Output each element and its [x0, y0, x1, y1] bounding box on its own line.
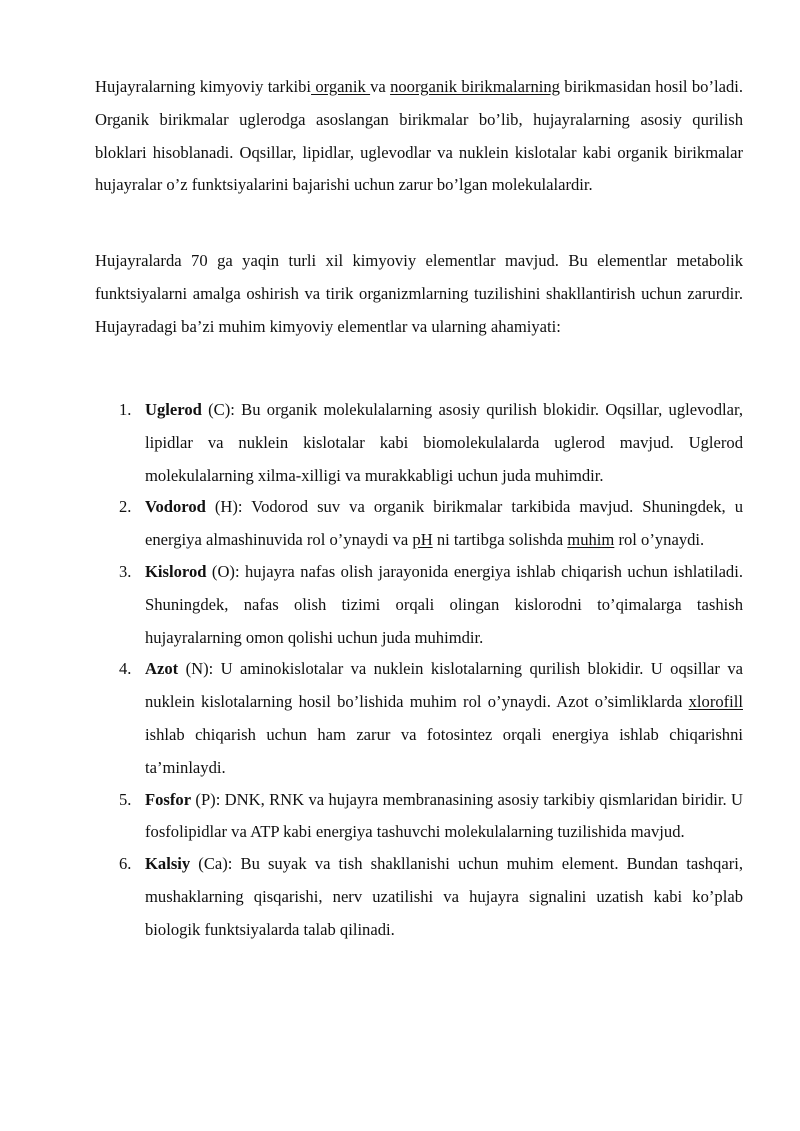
- element-name: Azot: [145, 659, 179, 679]
- element-description: (Ca): Bu suyak va tish shakllanishi uchun muhim element. Bundan tashqari, mushaklarning qisqarishi, nerv uzatilishi va hujayra signalini uzatish kabi ko’plab biologik funktsiyalarda talab qilinadi.: [145, 854, 743, 939]
- list-number: 4.: [119, 659, 132, 679]
- ph-link[interactable]: pH: [412, 530, 433, 550]
- intro-text-1: Hujayralarning kimyoviy tarkibi: [95, 77, 312, 96]
- list-item: [95, 491, 743, 557]
- element-name: Vodorod: [145, 497, 206, 517]
- element-description: (O): hujayra nafas olish jarayonida energiya ishlab chiqarish uchun ishlatiladi. Shuningdek, nafas olish tizimi orqali olingan kislorodni to’qimalarga tashish hujayralarning omon qolishi uchun juda muhimdir.: [145, 561, 743, 647]
- list-number: 2.: [119, 497, 132, 517]
- list-item: [95, 653, 743, 784]
- list-number: 6.: [119, 854, 132, 874]
- element-description: ishlab chiqarish uchun ham zarur va fotosintez orqali energiya ishlab chiqarishni ta’minlaydi.: [145, 724, 743, 777]
- elements-paragraph: Hujayralarda 70 ga yaqin turli xil kimyoviy elementlar mavjud. Bu elementlar metabolik funktsiyalarni amalga oshirish va tirik organizmlarning tuzilishini shakllantirish uchun zarurdir. Hujayradagi ba’zi muhim kimyoviy elementlar va ularning ahamiyati:: [95, 251, 743, 336]
- noorganik-birikmalarning-link[interactable]: noorganik birikmalarning: [390, 77, 560, 96]
- list-number: 3.: [119, 561, 132, 581]
- element-description: (P): DNK, RNK va hujayra membranasining asosiy tarkibiy qismlaridan biridir. U fosfolipidlar va ATP kabi energiya tashuvchi molekulalarning tuzilishida mavjud.: [145, 789, 743, 842]
- muhim-link[interactable]: muhim: [567, 530, 615, 550]
- element-name: Uglerod: [145, 400, 202, 419]
- element-description: (C): Bu organik molekulalarning asosiy qurilish blokidir. Oqsillar, uglevodlar, lipidlar va nuklein kislotalar kabi biomolekulalarda uglerod mavjud. Uglerod molekulalarning xilma-xilligi va murakkabligi uchun juda muhimdir.: [145, 400, 743, 485]
- intro-text-2: va: [370, 77, 391, 96]
- list-item: [95, 848, 743, 946]
- element-description: (H): Vodorod suv va organik birikmalar tarkibida mavjud. Shuningdek, u energiya almashinuvida rol o’ynaydi va: [145, 497, 743, 550]
- list-number: 5.: [119, 789, 132, 809]
- intro-text-3: birikmasidan hosil bo’ladi. Organik birikmalar uglerodga asoslangan birikmalar bo’lib, hujayralarning asosiy qurilish bloklari hisoblanadi. Oqsillar, lipidlar, uglevodlar va nuklein kislotalar kabi organik birikmalar hujayralar o’z funktsiyalarini bajarishi uchun zarur bo’lgan molekulalardir.: [95, 77, 744, 195]
- element-description: (N): U aminokislotalar va nuklein kislotalarning qurilish blokidir. U oqsillar va nuklein kislotalarning hosil bo’lishida muhim rol o’ynaydi. Azot o’simliklarda: [145, 659, 743, 712]
- intro-paragraph: [95, 71, 743, 202]
- element-name: Fosfor: [145, 789, 192, 809]
- organik-link[interactable]: organik: [311, 77, 371, 96]
- list-item: [95, 556, 743, 654]
- elements-list: [95, 394, 743, 946]
- list-item: [95, 784, 743, 850]
- element-description: ni tartibga solishda: [432, 530, 568, 550]
- element-name: Kislorod: [145, 561, 207, 581]
- element-description: rol o’ynaydi.: [614, 530, 705, 550]
- xlorofill-link[interactable]: xlorofill: [688, 692, 743, 712]
- list-number: 1.: [119, 400, 132, 419]
- element-name: Kalsiy: [145, 854, 191, 874]
- list-item: [95, 394, 743, 492]
